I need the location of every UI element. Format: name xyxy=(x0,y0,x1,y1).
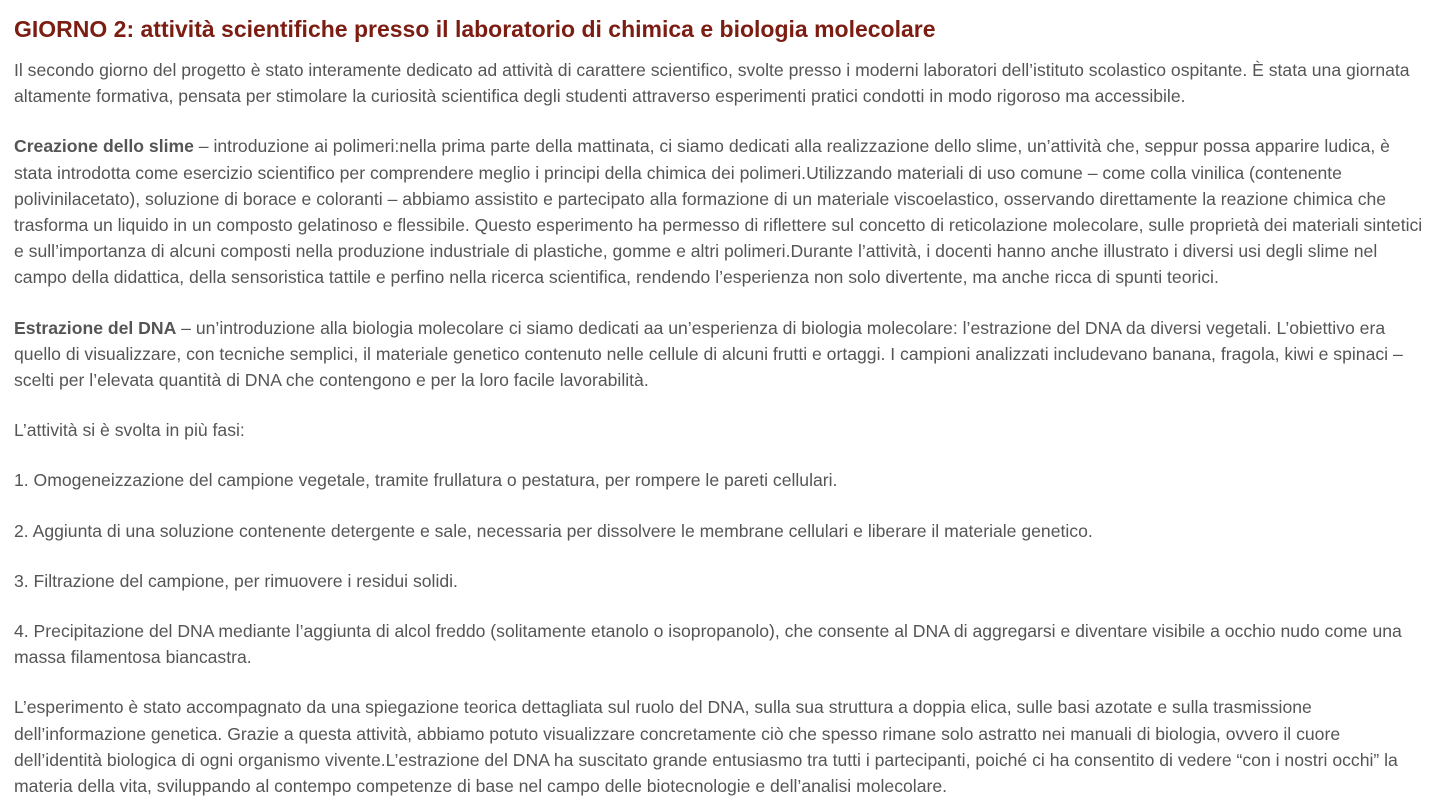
dna-heading: Estrazione del DNA xyxy=(14,317,177,338)
phases-intro: L’attività si è svolta in più fasi: xyxy=(14,420,245,441)
intro-paragraph: Il secondo giorno del progetto è stato interamente dedicato ad attività di carattere scientifico, svolte presso i moderni laboratori dell’istituto scolastico ospitante. È stata una giornata altamente formativa, pensata per stimolare la curiosità scientifica degli studenti attraverso esperimenti pratici condotti in modo rigoroso ma accessibile. xyxy=(14,60,1410,107)
step-2: 2. Aggiunta di una soluzione contenente detergente e sale, necessaria per dissolvere le membrane cellulari e liberare il materiale genetico. xyxy=(14,520,1093,541)
slime-text: – introduzione ai polimeri:nella prima parte della mattinata, ci siamo dedicati alla realizzazione dello slime, un’attività che, seppur possa apparire ludica, è stata introdotta come esercizio scientifico per comprendere meglio i principi della chimica dei polimeri.Utilizzando materiali di uso comune – come colla vinilica (contenente polivinilacetato), soluzione di borace e coloranti – abbiamo assistito e partecipato alla formazione di un materiale viscoelastico, osservando direttamente la reazione chimica che trasforma un liquido in un composto gelatinoso e flessibile. Questo esperimento ha permesso di riflettere sul concetto di reticolazione molecolare, sulle proprietà dei materiali sintetici e sull’importanza di alcuni composti nella produzione industriale di plastiche, gomme e altri polimeri.Durante l’attività, i docenti hanno anche illustrato i diversi usi degli slime nel campo della didattica, della sensoristica tattile e perfino nella ricerca scientifica, rendendo l’esperienza non solo divertente, ma anche ricca di spunti teorici. xyxy=(14,136,1423,288)
slime-heading: Creazione dello slime xyxy=(14,136,194,157)
article-title: GIORNO 2: attività scientifiche presso il laboratorio di chimica e biologia molecolare xyxy=(14,16,936,42)
slime-paragraph xyxy=(14,133,1426,290)
dna-text: – un’introduzione alla biologia molecolare ci siamo dedicati aa un’esperienza di biologia molecolare: l’estrazione del DNA da diversi vegetali. L’obiettivo era quello di visualizzare, con tecniche semplici, il materiale genetico contenuto nelle cellule di alcuni frutti e ortaggi. I campioni analizzati includevano banana, fragola, kiwi e spinaci – scelti per l’elevata quantità di DNA che contengono e per la loro facile lavorabilità. xyxy=(14,317,1403,391)
step-3: 3. Filtrazione del campione, per rimuovere i residui solidi. xyxy=(14,570,458,591)
step-1: 1. Omogeneizzazione del campione vegetale, tramite frullatura o pestatura, per rompere le pareti cellulari. xyxy=(14,470,838,491)
conclusion-paragraph: L’esperimento è stato accompagnato da una spiegazione teorica dettagliata sul ruolo del DNA, sulla sua struttura a doppia elica, sulle basi azotate e sulla trasmissione dell’informazione genetica. Grazie a questa attività, abbiamo potuto visualizzare concretamente ciò che spesso rimane solo astratto nei manuali di biologia, ovvero il cuore dell’identità biologica di ogni organismo vivente.L’estrazione del DNA ha suscitato grande entusiasmo tra tutti i partecipanti, poiché ci ha consentito di vedere “con i nostri occhi” la materia della vita, sviluppando al contempo competenze di base nel campo delle biotecnologie e dell’analisi molecolare. xyxy=(14,697,1398,797)
dna-paragraph xyxy=(14,315,1426,394)
step-4: 4. Precipitazione del DNA mediante l’aggiunta di alcol freddo (solitamente etanolo o isopropanolo), che consente al DNA di aggregarsi e diventare visibile a occhio nudo come una massa filamentosa biancastra. xyxy=(14,621,1402,668)
